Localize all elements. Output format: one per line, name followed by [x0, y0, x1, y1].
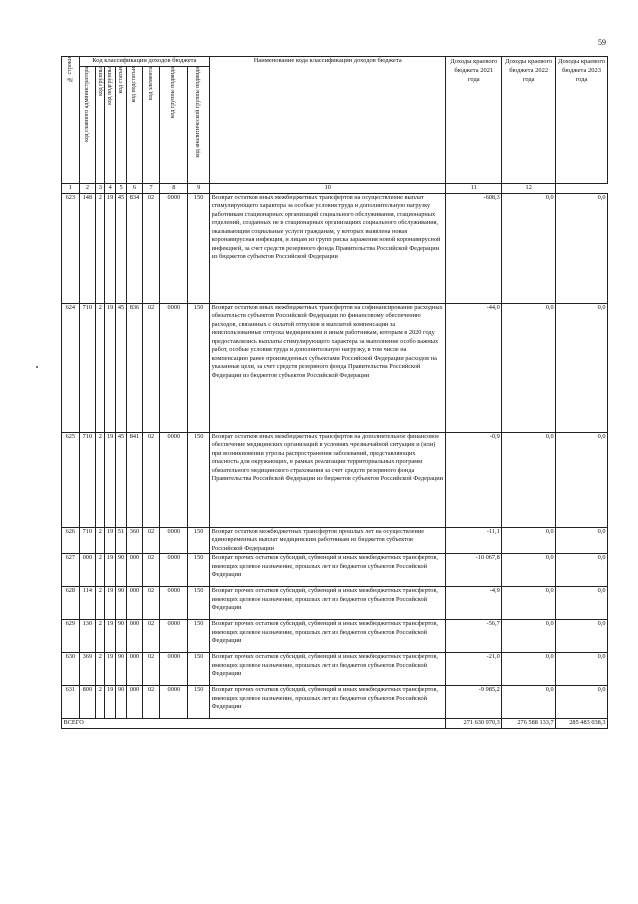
column-index: 12: [502, 184, 556, 194]
row-code-5: 000: [127, 587, 143, 620]
row-code-5: 360: [127, 527, 143, 554]
column-index: 5: [115, 184, 126, 194]
row-number: 623: [62, 193, 80, 303]
row-code-6: 02: [142, 432, 160, 527]
row-code-7: 0000: [160, 432, 188, 527]
row-number: 628: [62, 587, 80, 620]
table-row: [62, 527, 608, 554]
header-code-group: Код классификации доходов бюджета: [79, 57, 210, 67]
row-code-5: 000: [127, 686, 143, 719]
row-income-2021: -56,7: [446, 620, 502, 653]
row-code-3: 19: [105, 554, 115, 587]
scan-speck: [36, 366, 38, 368]
table-row: [62, 554, 608, 587]
row-income-2021: -9 985,2: [446, 686, 502, 719]
row-code-4: 90: [115, 587, 126, 620]
column-index: 1: [62, 184, 80, 194]
row-code-4: 90: [115, 620, 126, 653]
row-code-2: 2: [96, 554, 105, 587]
row-code-8: 150: [188, 527, 210, 554]
header-row-top: [62, 57, 608, 67]
header-code-label: код аналитической группы подвида: [195, 67, 202, 158]
row-code-1: 114: [79, 587, 96, 620]
header-code-label: код подгруппы: [106, 67, 113, 105]
row-code-5: 841: [127, 432, 143, 527]
row-code-8: 150: [188, 554, 210, 587]
row-code-1: 710: [79, 527, 96, 554]
row-code-2: 2: [96, 686, 105, 719]
row-name: Возврат прочих остатков субсидий, субвенций и иных межбюджетных трансфертов, имеющих целевое назначение, прошлых лет из бюджетов субъектов Российской Федерации: [210, 620, 446, 653]
header-code-label: код группы: [97, 67, 104, 96]
row-income-2023: 0,0: [556, 527, 608, 554]
row-income-2021: -4,9: [446, 587, 502, 620]
row-number: 625: [62, 432, 80, 527]
row-code-5: 836: [127, 303, 143, 432]
total-2021: 271 630 970,3: [446, 719, 502, 729]
header-code-label: код группы подвида: [170, 67, 177, 119]
row-income-2022: 0,0: [502, 620, 556, 653]
row-code-4: 51: [115, 527, 126, 554]
row-income-2023: 0,0: [556, 554, 608, 587]
row-code-8: 150: [188, 432, 210, 527]
total-label: ВСЕГО: [62, 719, 446, 729]
header-code-3: [105, 67, 115, 184]
row-income-2023: 0,0: [556, 686, 608, 719]
header-name: Наименование кода классификации доходов бюджета: [210, 57, 446, 184]
row-code-6: 02: [142, 587, 160, 620]
column-index: 7: [142, 184, 160, 194]
row-code-3: 19: [105, 527, 115, 554]
row-code-1: 148: [79, 193, 96, 303]
income-classification-table: [61, 56, 608, 729]
row-code-4: 45: [115, 303, 126, 432]
header-code-label: код элемента: [147, 67, 154, 101]
header-code-8: [188, 67, 210, 184]
row-code-1: 130: [79, 620, 96, 653]
row-income-2022: 0,0: [502, 554, 556, 587]
row-code-7: 0000: [160, 193, 188, 303]
header-income-2021: Доходы краевого бюджета 2021 года: [446, 57, 502, 184]
table-row: [62, 653, 608, 686]
row-code-3: 19: [105, 653, 115, 686]
table-row: [62, 620, 608, 653]
column-index: 10: [210, 184, 446, 194]
row-income-2022: 0,0: [502, 686, 556, 719]
row-code-7: 0000: [160, 587, 188, 620]
row-code-2: 2: [96, 527, 105, 554]
column-index: 4: [105, 184, 115, 194]
row-code-2: 2: [96, 193, 105, 303]
row-code-6: 02: [142, 653, 160, 686]
row-code-4: 90: [115, 554, 126, 587]
row-code-6: 02: [142, 303, 160, 432]
row-income-2021: -10 067,8: [446, 554, 502, 587]
row-income-2021: -21,0: [446, 653, 502, 686]
row-code-1: 000: [79, 554, 96, 587]
row-code-2: 2: [96, 303, 105, 432]
row-code-5: 834: [127, 193, 143, 303]
row-number: 624: [62, 303, 80, 432]
row-income-2021: -0,9: [446, 432, 502, 527]
header-code-2: [96, 67, 105, 184]
row-code-5: 000: [127, 653, 143, 686]
header-code-4: [115, 67, 126, 184]
row-income-2023: 0,0: [556, 587, 608, 620]
column-index: 6: [127, 184, 143, 194]
row-code-6: 02: [142, 686, 160, 719]
row-code-3: 19: [105, 193, 115, 303]
row-name: Возврат прочих остатков субсидий, субвенций и иных межбюджетных трансфертов, имеющих целевое назначение, прошлых лет из бюджетов субъектов Российской Федерации: [210, 653, 446, 686]
row-code-3: 19: [105, 303, 115, 432]
row-code-4: 90: [115, 686, 126, 719]
row-code-2: 2: [96, 653, 105, 686]
row-code-2: 2: [96, 432, 105, 527]
row-income-2022: 0,0: [502, 653, 556, 686]
row-number: 631: [62, 686, 80, 719]
row-code-6: 02: [142, 554, 160, 587]
row-income-2021: -44,0: [446, 303, 502, 432]
row-name: Возврат прочих остатков субсидий, субвенций и иных межбюджетных трансфертов, имеющих целевое назначение, прошлых лет из бюджетов субъектов Российской Федерации: [210, 554, 446, 587]
row-code-1: 369: [79, 653, 96, 686]
row-income-2021: -608,3: [446, 193, 502, 303]
row-code-4: 45: [115, 432, 126, 527]
row-code-7: 0000: [160, 554, 188, 587]
column-index: 3: [96, 184, 105, 194]
total-row: [62, 719, 608, 729]
row-income-2023: 0,0: [556, 432, 608, 527]
row-income-2021: -11,1: [446, 527, 502, 554]
row-code-2: 2: [96, 620, 105, 653]
row-code-8: 150: [188, 620, 210, 653]
row-code-1: 710: [79, 303, 96, 432]
row-code-8: 150: [188, 193, 210, 303]
row-code-4: 90: [115, 653, 126, 686]
row-income-2023: 0,0: [556, 620, 608, 653]
total-2023: 285 483 038,3: [556, 719, 608, 729]
row-code-7: 0000: [160, 653, 188, 686]
column-index-row: [62, 184, 608, 194]
header-code-label: код главного администратора: [83, 67, 90, 142]
header-income-2023: Доходы краевого бюджета 2023 года: [556, 57, 608, 184]
header-code-5: [127, 67, 143, 184]
row-code-8: 150: [188, 653, 210, 686]
row-number: 630: [62, 653, 80, 686]
table-row: [62, 587, 608, 620]
row-income-2022: 0,0: [502, 193, 556, 303]
row-code-8: 150: [188, 303, 210, 432]
total-2022: 276 588 133,7: [502, 719, 556, 729]
row-code-1: 710: [79, 432, 96, 527]
table-row: [62, 303, 608, 432]
header-code-7: [160, 67, 188, 184]
row-income-2022: 0,0: [502, 527, 556, 554]
row-code-6: 02: [142, 193, 160, 303]
row-income-2023: 0,0: [556, 653, 608, 686]
row-code-7: 0000: [160, 527, 188, 554]
header-code-label: код статьи: [117, 67, 124, 94]
header-row-number: № строки: [62, 57, 80, 184]
row-code-8: 150: [188, 587, 210, 620]
row-income-2022: 0,0: [502, 303, 556, 432]
column-index: 9: [188, 184, 210, 194]
row-code-2: 2: [96, 587, 105, 620]
row-name: Возврат остатков иных межбюджетных трансфертов на софинансирование расходных обязательств субъектов Российской Федерации по финансовому обеспечению расходов, связанных с оплатой отпусков и выплатой компенсации за неиспользованные отпуска медицинским и иным работникам, которым в 2020 году предоставлялись выплаты стимулирующего характера за выполнение особо важных работ, особые условия труда и дополнительную нагрузку, в том числе на компенсацию ранее произведенных субъектами Российской Федерации расходов на указанные цели, за счет средств резервного фонда Правительства Российской Федерации из бюджетов субъектов Российской Федерации: [210, 303, 446, 432]
row-name: Возврат остатков межбюджетных трансфертов прошлых лет на осуществление единовременных выплат медицинским работникам из бюджетов субъектов Российской Федерации: [210, 527, 446, 554]
row-name: Возврат остатков иных межбюджетных трансфертов на осуществление выплат стимулирующего характера за особые условия труда и дополнительную нагрузку работникам стационарных организаций социального обслуживания, стационарных отделений, созданных не в стационарных организациях социального обслуживания, оказывающим социальные услуги гражданам, у которых выявлена новая коронавирусная инфекция, и лицам из групп риска заражения новой коронавирусной инфекцией, за счет средств резервного фонда Правительства Российской Федерации из бюджетов субъектов Российской Федерации: [210, 193, 446, 303]
row-income-2023: 0,0: [556, 303, 608, 432]
row-code-1: 800: [79, 686, 96, 719]
row-code-5: 000: [127, 554, 143, 587]
row-income-2023: 0,0: [556, 193, 608, 303]
row-number: 627: [62, 554, 80, 587]
row-income-2022: 0,0: [502, 432, 556, 527]
header-code-label: код подстатьи: [130, 67, 137, 103]
row-name: Возврат остатков иных межбюджетных трансфертов на дополнительное финансовое обеспечение медицинских организаций в условиях чрезвычайной ситуации и (или) при возникновении угрозы распространения заболеваний, представляющих опасность для окружающих, в рамках реализации территориальных программ обязательного медицинского страхования за счет средств резервного фонда Правительства Российской Федерации из бюджетов субъектов Российской Федерации: [210, 432, 446, 527]
header-income-2022: Доходы краевого бюджета 2022 года: [502, 57, 556, 184]
row-code-7: 0000: [160, 303, 188, 432]
column-index: 8: [160, 184, 188, 194]
row-code-3: 19: [105, 620, 115, 653]
column-index: 2: [79, 184, 96, 194]
row-name: Возврат прочих остатков субсидий, субвенций и иных межбюджетных трансфертов, имеющих целевое назначение, прошлых лет из бюджетов субъектов Российской Федерации: [210, 686, 446, 719]
row-code-7: 0000: [160, 686, 188, 719]
row-code-3: 19: [105, 587, 115, 620]
table-body: [62, 184, 608, 719]
row-code-6: 02: [142, 620, 160, 653]
row-code-4: 45: [115, 193, 126, 303]
row-income-2022: 0,0: [502, 587, 556, 620]
row-code-3: 19: [105, 686, 115, 719]
row-number: 626: [62, 527, 80, 554]
row-code-5: 000: [127, 620, 143, 653]
page-number: 59: [598, 38, 606, 47]
row-code-8: 150: [188, 686, 210, 719]
row-name: Возврат прочих остатков субсидий, субвенций и иных межбюджетных трансфертов, имеющих целевое назначение, прошлых лет из бюджетов субъектов Российской Федерации: [210, 587, 446, 620]
table-row: [62, 193, 608, 303]
row-code-3: 19: [105, 432, 115, 527]
row-number: 629: [62, 620, 80, 653]
column-index: 11: [446, 184, 502, 194]
header-code-6: [142, 67, 160, 184]
table-row: [62, 686, 608, 719]
row-code-6: 02: [142, 527, 160, 554]
table-row: [62, 432, 608, 527]
row-code-7: 0000: [160, 620, 188, 653]
header-code-1: [79, 67, 96, 184]
